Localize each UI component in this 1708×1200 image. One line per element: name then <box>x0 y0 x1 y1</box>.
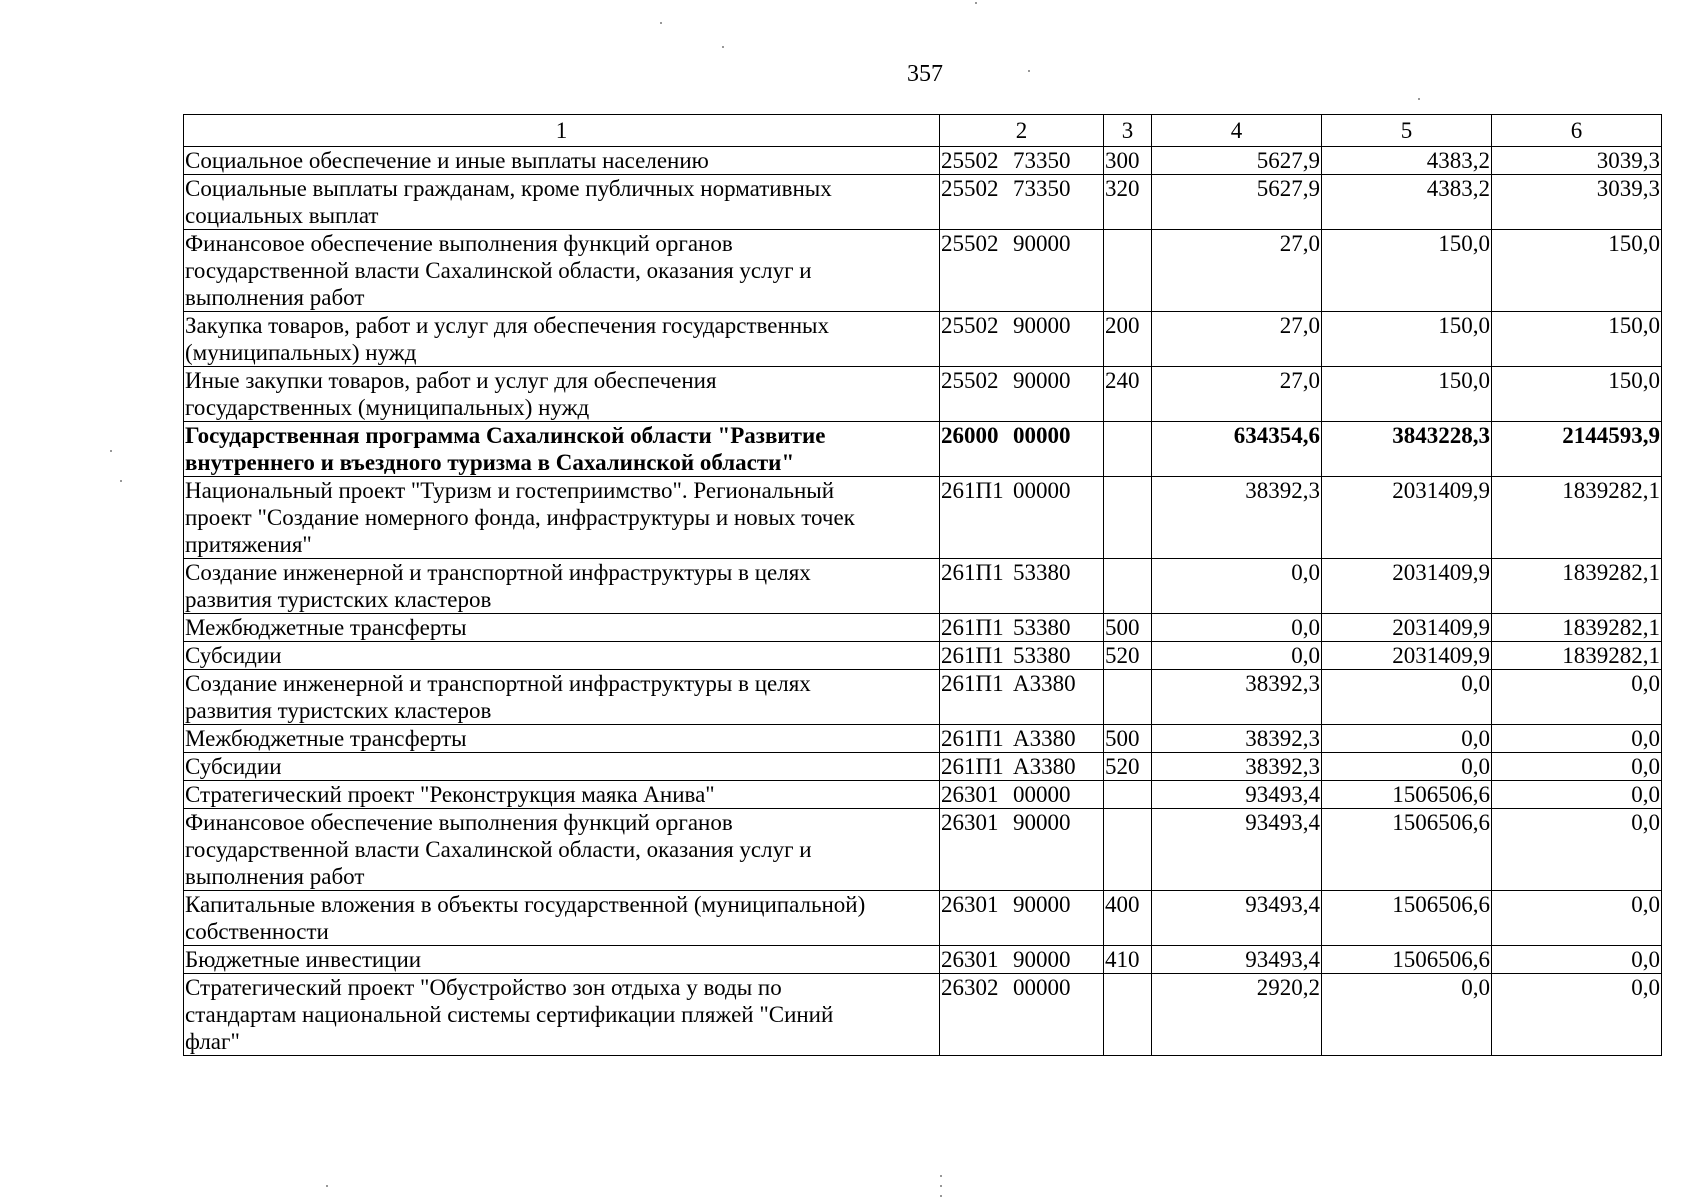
header-row <box>184 115 1662 147</box>
row-expense-type <box>1104 974 1152 1056</box>
row-target-code <box>940 312 1104 367</box>
column-header: 4 <box>1152 115 1322 147</box>
row-value-col5: 0,0 <box>1322 753 1492 781</box>
row-name: Иные закупки товаров, работ и услуг для обеспечения государственных (муниципальных) нужд <box>184 367 940 422</box>
column-header: 6 <box>1492 115 1662 147</box>
row-expense-type: 200 <box>1104 312 1152 367</box>
table-row <box>184 809 1662 891</box>
row-value-col4: 2920,2 <box>1152 974 1322 1056</box>
row-expense-type: 520 <box>1104 642 1152 670</box>
scan-speck <box>975 2 977 4</box>
row-value-col5: 0,0 <box>1322 670 1492 725</box>
direction-code: А3380 <box>1013 754 1076 779</box>
row-expense-type: 300 <box>1104 147 1152 175</box>
budget-table <box>183 114 1662 1056</box>
scan-speck <box>940 1175 942 1177</box>
row-name: Стратегический проект "Обустройство зон отдыха у воды по стандартам национальной системы сертификации пляжей "Синий флаг" <box>184 974 940 1056</box>
program-code: 25502 <box>941 313 999 338</box>
program-code: 261П1 <box>941 560 1004 585</box>
row-value-col6: 1839282,1 <box>1492 559 1662 614</box>
table-row <box>184 642 1662 670</box>
row-value-col6: 0,0 <box>1492 781 1662 809</box>
row-value-col4: 0,0 <box>1152 559 1322 614</box>
table-row <box>184 422 1662 477</box>
row-value-col5: 150,0 <box>1322 367 1492 422</box>
row-expense-type: 320 <box>1104 175 1152 230</box>
row-value-col6: 0,0 <box>1492 670 1662 725</box>
row-target-code <box>940 477 1104 559</box>
row-target-code <box>940 147 1104 175</box>
row-value-col6: 150,0 <box>1492 230 1662 312</box>
row-name: Субсидии <box>184 753 940 781</box>
row-value-col4: 5627,9 <box>1152 175 1322 230</box>
row-value-col5: 1506506,6 <box>1322 809 1492 891</box>
page-number: 357 <box>907 61 943 87</box>
row-value-col6: 0,0 <box>1492 753 1662 781</box>
row-name: Субсидии <box>184 642 940 670</box>
program-code: 261П1 <box>941 726 1004 751</box>
row-expense-type <box>1104 559 1152 614</box>
row-value-col6: 0,0 <box>1492 725 1662 753</box>
row-value-col5: 1506506,6 <box>1322 946 1492 974</box>
table-row <box>184 147 1662 175</box>
direction-code: 00000 <box>1013 975 1071 1000</box>
row-name: Финансовое обеспечение выполнения функций органов государственной власти Сахалинской области, оказания услуг и выполнения работ <box>184 230 940 312</box>
scan-speck <box>110 450 112 452</box>
row-target-code <box>940 753 1104 781</box>
direction-code: 90000 <box>1013 892 1071 917</box>
row-target-code <box>940 891 1104 946</box>
row-value-col4: 93493,4 <box>1152 781 1322 809</box>
row-value-col6: 150,0 <box>1492 367 1662 422</box>
row-target-code <box>940 809 1104 891</box>
row-name: Межбюджетные трансферты <box>184 614 940 642</box>
row-value-col4: 27,0 <box>1152 367 1322 422</box>
direction-code: 00000 <box>1013 478 1071 503</box>
row-value-col4: 38392,3 <box>1152 725 1322 753</box>
row-target-code <box>940 974 1104 1056</box>
row-value-col4: 93493,4 <box>1152 946 1322 974</box>
row-name: Национальный проект "Туризм и гостеприимство". Региональный проект "Создание номерного фонда, инфраструктуры и новых точек притяжения" <box>184 477 940 559</box>
program-code: 261П1 <box>941 754 1004 779</box>
row-name: Создание инженерной и транспортной инфраструктуры в целях развития туристских кластеров <box>184 670 940 725</box>
row-value-col5: 3843228,3 <box>1322 422 1492 477</box>
row-value-col6: 3039,3 <box>1492 147 1662 175</box>
program-code: 25502 <box>941 231 999 256</box>
row-expense-type <box>1104 781 1152 809</box>
scan-speck <box>1028 70 1030 72</box>
direction-code: 00000 <box>1013 423 1071 448</box>
program-code: 26302 <box>941 975 999 1000</box>
row-value-col6: 0,0 <box>1492 891 1662 946</box>
row-value-col4: 27,0 <box>1152 230 1322 312</box>
table-row <box>184 477 1662 559</box>
row-expense-type: 500 <box>1104 614 1152 642</box>
row-name: Финансовое обеспечение выполнения функций органов государственной власти Сахалинской области, оказания услуг и выполнения работ <box>184 809 940 891</box>
program-code: 25502 <box>941 368 999 393</box>
direction-code: 90000 <box>1013 947 1071 972</box>
row-expense-type: 410 <box>1104 946 1152 974</box>
row-name: Создание инженерной и транспортной инфраструктуры в целях развития туристских кластеров <box>184 559 940 614</box>
row-value-col4: 634354,6 <box>1152 422 1322 477</box>
row-value-col6: 0,0 <box>1492 809 1662 891</box>
row-target-code <box>940 670 1104 725</box>
direction-code: 00000 <box>1013 782 1071 807</box>
program-code: 26301 <box>941 892 999 917</box>
direction-code: 73350 <box>1013 176 1071 201</box>
program-code: 261П1 <box>941 643 1004 668</box>
row-value-col4: 0,0 <box>1152 642 1322 670</box>
column-header: 3 <box>1104 115 1152 147</box>
program-code: 26301 <box>941 810 999 835</box>
row-name: Государственная программа Сахалинской области "Развитие внутреннего и въездного туризма в Сахалинской области" <box>184 422 940 477</box>
row-value-col5: 2031409,9 <box>1322 642 1492 670</box>
column-header: 2 <box>940 115 1104 147</box>
row-value-col4: 0,0 <box>1152 614 1322 642</box>
row-target-code <box>940 175 1104 230</box>
row-value-col5: 150,0 <box>1322 312 1492 367</box>
row-target-code <box>940 946 1104 974</box>
row-value-col4: 93493,4 <box>1152 891 1322 946</box>
direction-code: 90000 <box>1013 810 1071 835</box>
row-value-col5: 0,0 <box>1322 974 1492 1056</box>
direction-code: 53380 <box>1013 560 1071 585</box>
direction-code: 53380 <box>1013 643 1071 668</box>
row-value-col5: 150,0 <box>1322 230 1492 312</box>
row-target-code <box>940 230 1104 312</box>
row-expense-type <box>1104 422 1152 477</box>
row-value-col6: 150,0 <box>1492 312 1662 367</box>
row-value-col5: 0,0 <box>1322 725 1492 753</box>
row-value-col6: 3039,3 <box>1492 175 1662 230</box>
row-expense-type <box>1104 809 1152 891</box>
row-expense-type <box>1104 230 1152 312</box>
program-code: 26301 <box>941 947 999 972</box>
row-target-code <box>940 781 1104 809</box>
row-name: Социальное обеспечение и иные выплаты населению <box>184 147 940 175</box>
program-code: 261П1 <box>941 671 1004 696</box>
program-code: 25502 <box>941 176 999 201</box>
row-value-col4: 27,0 <box>1152 312 1322 367</box>
row-value-col5: 4383,2 <box>1322 175 1492 230</box>
row-value-col6: 1839282,1 <box>1492 614 1662 642</box>
row-expense-type: 520 <box>1104 753 1152 781</box>
row-target-code <box>940 725 1104 753</box>
table-row <box>184 312 1662 367</box>
table-row <box>184 367 1662 422</box>
direction-code: 53380 <box>1013 615 1071 640</box>
table-row <box>184 175 1662 230</box>
direction-code: А3380 <box>1013 671 1076 696</box>
column-header: 1 <box>184 115 940 147</box>
row-target-code <box>940 642 1104 670</box>
direction-code: 90000 <box>1013 313 1071 338</box>
row-expense-type: 500 <box>1104 725 1152 753</box>
row-target-code <box>940 367 1104 422</box>
table-row <box>184 725 1662 753</box>
row-value-col5: 2031409,9 <box>1322 559 1492 614</box>
row-value-col4: 38392,3 <box>1152 477 1322 559</box>
table-row <box>184 974 1662 1056</box>
table-row <box>184 230 1662 312</box>
row-name: Бюджетные инвестиции <box>184 946 940 974</box>
program-code: 26301 <box>941 782 999 807</box>
scan-speck <box>1418 98 1420 100</box>
scan-speck <box>326 1185 328 1187</box>
row-expense-type: 240 <box>1104 367 1152 422</box>
row-value-col6: 1839282,1 <box>1492 477 1662 559</box>
row-target-code <box>940 614 1104 642</box>
program-code: 261П1 <box>941 478 1004 503</box>
direction-code: 90000 <box>1013 368 1071 393</box>
row-value-col5: 1506506,6 <box>1322 781 1492 809</box>
table-row <box>184 891 1662 946</box>
row-value-col5: 1506506,6 <box>1322 891 1492 946</box>
program-code: 261П1 <box>941 615 1004 640</box>
row-value-col5: 2031409,9 <box>1322 614 1492 642</box>
row-value-col6: 0,0 <box>1492 974 1662 1056</box>
direction-code: А3380 <box>1013 726 1076 751</box>
direction-code: 90000 <box>1013 231 1071 256</box>
row-value-col6: 1839282,1 <box>1492 642 1662 670</box>
scan-speck <box>660 22 662 24</box>
table-row <box>184 559 1662 614</box>
row-expense-type: 400 <box>1104 891 1152 946</box>
scan-speck <box>940 1195 942 1197</box>
table-row <box>184 946 1662 974</box>
scan-speck <box>120 480 122 482</box>
row-value-col4: 38392,3 <box>1152 753 1322 781</box>
direction-code: 73350 <box>1013 148 1071 173</box>
scan-speck <box>940 1185 942 1187</box>
program-code: 26000 <box>941 423 999 448</box>
row-value-col5: 4383,2 <box>1322 147 1492 175</box>
row-value-col6: 0,0 <box>1492 946 1662 974</box>
row-value-col4: 5627,9 <box>1152 147 1322 175</box>
row-expense-type <box>1104 477 1152 559</box>
table-row <box>184 614 1662 642</box>
row-target-code <box>940 559 1104 614</box>
scan-speck <box>722 46 724 48</box>
row-value-col6: 2144593,9 <box>1492 422 1662 477</box>
table-row <box>184 781 1662 809</box>
row-value-col4: 93493,4 <box>1152 809 1322 891</box>
row-expense-type <box>1104 670 1152 725</box>
table-row <box>184 753 1662 781</box>
row-name: Межбюджетные трансферты <box>184 725 940 753</box>
row-value-col4: 38392,3 <box>1152 670 1322 725</box>
column-header: 5 <box>1322 115 1492 147</box>
row-name: Стратегический проект "Реконструкция маяка Анива" <box>184 781 940 809</box>
table-row <box>184 670 1662 725</box>
row-target-code <box>940 422 1104 477</box>
row-value-col5: 2031409,9 <box>1322 477 1492 559</box>
row-name: Социальные выплаты гражданам, кроме публичных нормативных социальных выплат <box>184 175 940 230</box>
row-name: Капитальные вложения в объекты государственной (муниципальной) собственности <box>184 891 940 946</box>
program-code: 25502 <box>941 148 999 173</box>
row-name: Закупка товаров, работ и услуг для обеспечения государственных (муниципальных) нужд <box>184 312 940 367</box>
